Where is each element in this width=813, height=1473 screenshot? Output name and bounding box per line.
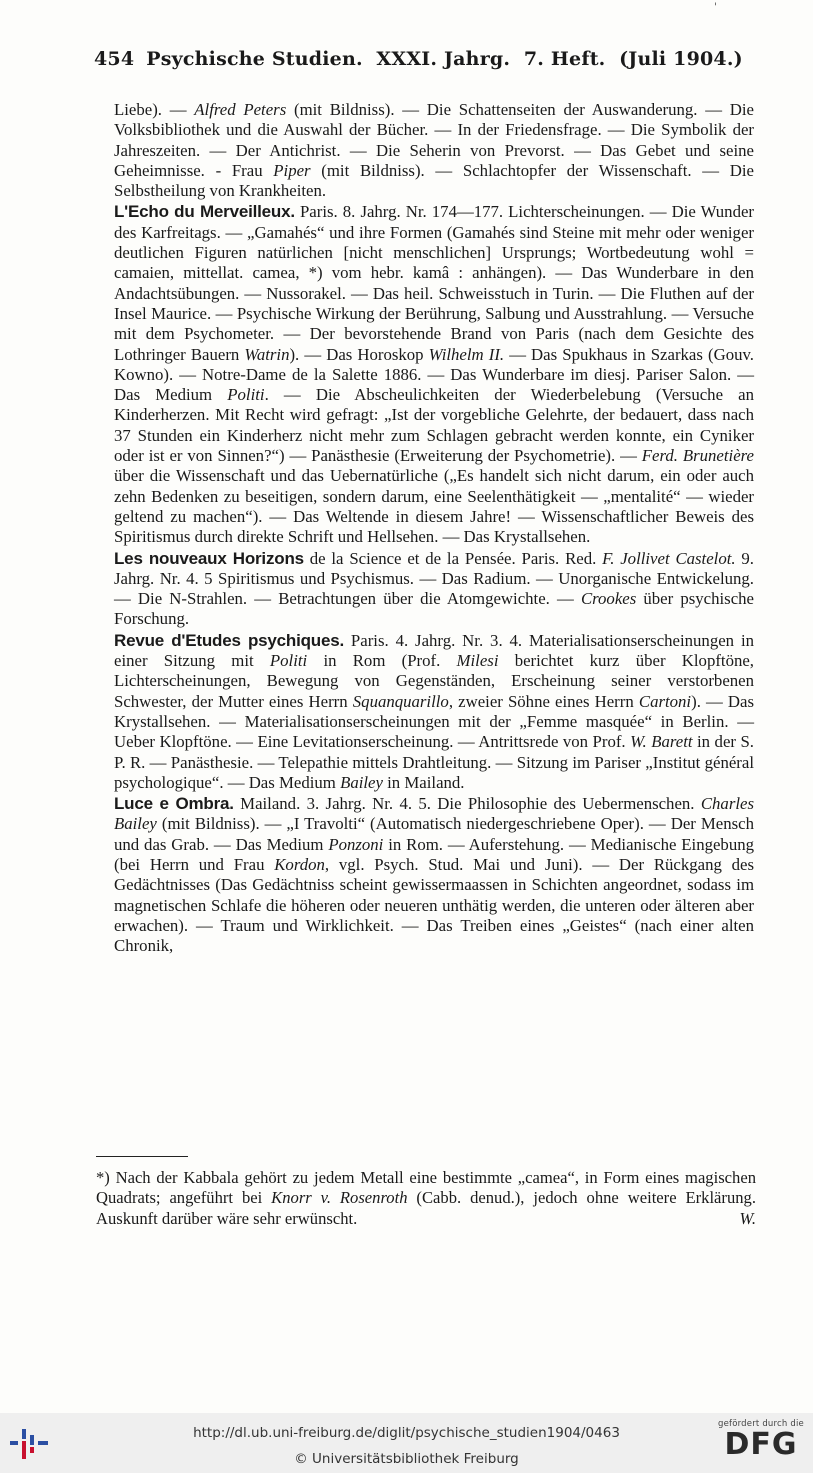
italic-name: Kordon	[274, 854, 325, 874]
journal-title: L'Echo du Merveilleux.	[114, 202, 295, 222]
journal-title: Luce e Ombra.	[114, 794, 234, 814]
dfg-caption: gefördert durch die	[718, 1419, 804, 1429]
page-number: 454	[94, 48, 135, 70]
italic-name: Squanquarillo	[352, 691, 449, 711]
entry-text: Mailand. 3. Jahrg. Nr. 4. 5. Die Philosophie des Uebermenschen. Charles Bailey (mit Bildniss). — „I Travolti“ (Automatisch niedergeschriebene Oper). — Der Mensch und das Grab. — Das Medium Ponzoni in Rom. — Auferstehung. — Medianische Eingebung (bei Herrn und Frau Kordon, vgl. Psych. Stud. Mai und Juni). — Der Rückgang des Gedächtnisses (Das Gedächtniss scheint gewissermaassen in Schichten angeordnet, sodass im magnetischen Schlafe die höheren oder neueren unthätig werden, die unteren oder älteren aber erwachen). — Traum und Wirklichkeit. — Das Treiben eines „Geistes“ (nach einer alten Chronik,	[114, 794, 755, 956]
italic-name: Knorr v. Rosenroth	[271, 1188, 408, 1208]
entry-nouveaux-horizons	[114, 549, 754, 630]
italic-name: Politi	[227, 385, 265, 405]
footnote	[96, 1168, 756, 1229]
italic-name: Ponzoni	[328, 834, 384, 854]
footnote-signature: W.	[739, 1208, 756, 1228]
footnote-divider	[96, 1156, 188, 1157]
italic-name: Politi	[269, 651, 308, 671]
entry-echo-du-merveilleux	[114, 202, 754, 547]
entry-text: Paris. 4. Jahrg. Nr. 3. 4. Materialisationserscheinungen in einer Sitzung mit Politi in Rom (Prof. Milesi berichtet kurz über Klopftöne, Lichterscheinungen, Bewegung von Gegenständen, Erscheinung seiner verstorbenen Schwester, der Mutter eines Herrn Squanquarillo, zweier Söhne eines Herrn Cartoni). — Das Krystallsehen. — Materialisationserscheinungen mit der „Femme masquée“ in Berlin. — Ueber Klopftöne. — Eine Levitationserscheinung. — Antrittsrede von Prof. W. Barett in der S. P. R. — Panästhesie. — Telepathie mittels Drahtleitung. — Sitzung im Pariser „Institut général psychologique“. — Das Medium Bailey in Mailand.	[114, 630, 755, 792]
copyright-notice: © Universitätsbibliothek Freiburg	[294, 1451, 519, 1467]
italic-name: Watrin	[244, 344, 290, 364]
italic-name: Crookes	[580, 589, 637, 609]
permalink-url[interactable]: http://dl.ub.uni-freiburg.de/diglit/psychische_studien1904/0463	[193, 1425, 620, 1441]
page-header	[94, 48, 756, 78]
dfg-wordmark: DFG	[724, 1427, 798, 1462]
paragraph-continuation: Liebe). — Alfred Peters (mit Bildniss). — Die Schattenseiten der Auswanderung. — Die Volksbibliothek und die Auswahl der Bücher. — In der Friedensfrage. — Die Symbolik der Jahreszeiten. — Der Antichrist. — Die Seherin von Prevorst. — Das Gebet und seine Geheimnisse. - Frau Piper (mit Bildniss). — Schlachtopfer der Wissenschaft. — Die Selbstheilung von Krankheiten.	[114, 100, 755, 201]
corner-mark: '	[714, 2, 717, 13]
dfg-logo[interactable]	[716, 1419, 806, 1469]
italic-name: Ferd. Brunetière	[641, 446, 754, 466]
entry-revue-etudes-psychiques	[114, 631, 754, 793]
entry-luce-e-ombra	[114, 794, 754, 956]
italic-name: Cartoni	[638, 691, 692, 711]
italic-name: Alfred Peters	[194, 100, 287, 119]
italic-name: Wilhelm II.	[428, 344, 505, 364]
footnote-body: *) Nach der Kabbala gehört zu jedem Metall eine bestimmte „camea“, in Form eines magischen Quadrats; angeführt bei Knorr v. Rosenroth (Cabb. denud.), jedoch ohne weitere Erklärung. Auskunft darüber wäre sehr erwünscht.	[96, 1168, 756, 1228]
journal-title: Revue d'Etudes psychiques.	[114, 630, 345, 650]
italic-name: F. Jollivet Castelot.	[602, 548, 736, 568]
italic-name: Charles Bailey	[114, 794, 754, 834]
viewer-footer	[0, 1413, 813, 1473]
footnote-text	[96, 1168, 756, 1229]
italic-name: Bailey	[340, 772, 383, 792]
italic-name: W. Barett	[630, 732, 693, 752]
entry-text: de la Science et de la Pensée. Paris. Red. F. Jollivet Castelot. 9. Jahrg. Nr. 4. 5 Spiritismus und Psychismus. — Das Radium. — Unorganische Entwickelung. — Die N-Strahlen. — Betrachtungen über die Atomgewichte. — Crookes über psychische Forschung.	[114, 548, 755, 629]
main-text	[114, 100, 754, 956]
entry-text: Paris. 8. Jahrg. Nr. 174—177. Lichterscheinungen. — Die Wunder des Karfreitags. — „Gamahés“ und ihre Formen (Gamahés sind Steine mit mehr oder weniger deutlichen Figuren natürlichen [nicht menschlichen] Ursprungs; Wortbedeutung wohl = camaien, mittellat. camea, *) vom hebr. kamâ : anhängen). — Das Wunderbare in den Andachtsübungen. — Nussorakel. — Das heil. Schweisstuch in Turin. — Die Fluthen auf der Insel Maurice. — Psychische Wirkung der Berührung, Salbung und Ausstrahlung. — Versuche mit dem Psychometer. — Der bevorstehende Brand von Paris (nach dem Gesichte des Lothringer Bauern Watrin). — Das Horoskop Wilhelm II. — Das Spukhaus in Szarkas (Gouv. Kowno). — Notre-Dame de la Salette 1886. — Das Wunderbare im diesj. Pariser Salon. — Das Medium Politi. — Die Abscheulichkeiten der Wiederbelebung (Versuche an Kinderherzen. Mit Recht wird gefragt: „Ist der vorgebliche Gelehrte, der bedauert, dass nach 37 Stunden ein Kinderherz nicht mehr zum Schlagen gebracht werden konnte, ein Cyniker oder ist er von Sinnen?“) — Panästhesie (Erweiterung der Psychometrie). — Ferd. Brunetière über die Wissenschaft und das Uebernatürliche („Es handelt sich nicht darum, ein oder auch zehn Bedenken zu beseitigen, sondern darum, eine Seelenthätigkeit — „mentalité“ — wieder geltend zu machen“). — Das Weltende in diesem Jahre! — Wissenschaftlicher Beweis des Spiritismus durch direkte Schrift und Hellsehen. — Das Krystallsehen.	[114, 202, 755, 547]
running-title: Psychische Studien. XXXI. Jahrg. 7. Heft. (Juli 1904.)	[146, 48, 743, 70]
italic-name: Piper	[273, 160, 311, 180]
journal-title: Les nouveaux Horizons	[114, 548, 304, 568]
italic-name: Milesi	[456, 651, 499, 671]
